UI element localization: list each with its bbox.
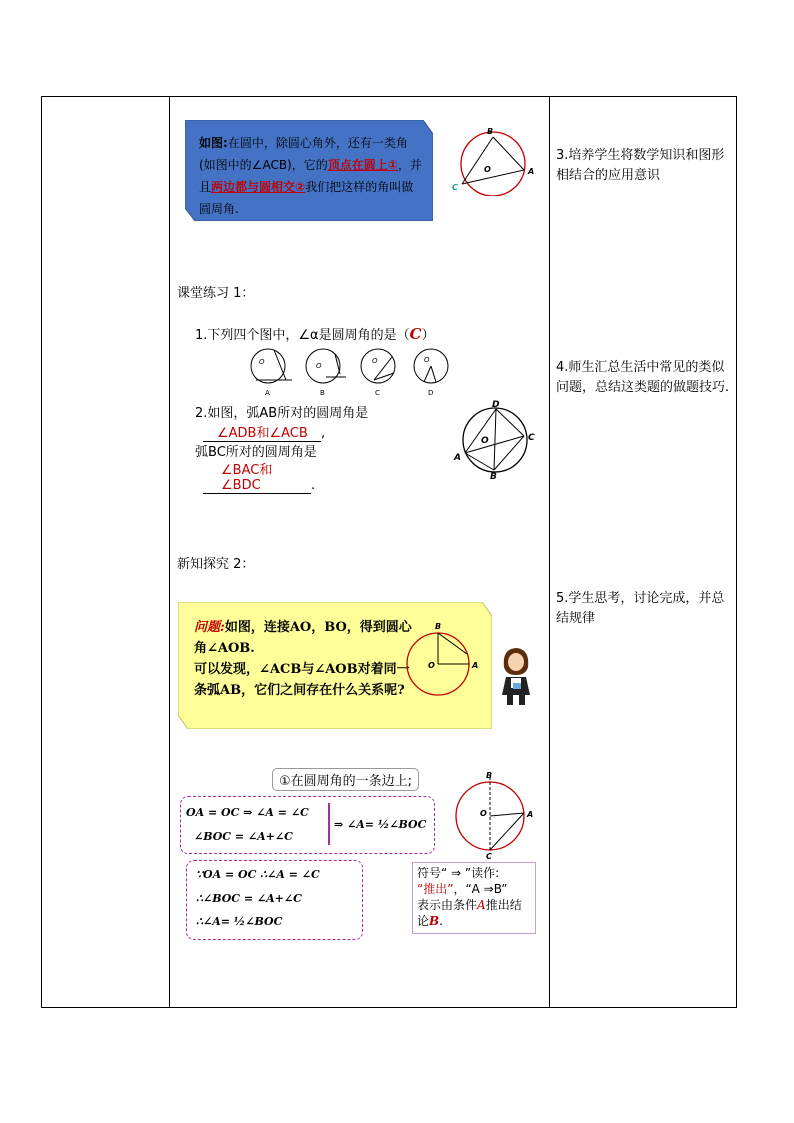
question-2-dot: . [311,478,316,493]
note-3: 3.培养学生将数学知识和图形相结合的应用意识 [556,148,725,183]
lesson-table [41,96,737,1008]
symbol-note-condition: A [477,898,486,912]
option-a-center: O [259,358,265,366]
proof-line-1: ∵OA = OC ∴∠A = ∠C [196,868,320,881]
question-1-text: 1.下列四个图中，∠α是圆周角的是（ [195,328,410,343]
column-divider-1 [169,97,170,1007]
question-2-answer-1-line [203,422,325,442]
question-text-2: 可以发现，∠ACB与∠AOB对着同一条弧AB，它们之间存在什么关系呢? [194,662,410,698]
diameter-case-diagram [454,770,540,860]
question-1-close: ） [421,328,435,343]
case-1-title: ①在圆周角的一条边上; [272,768,419,791]
symbol-note [412,862,536,934]
label-o-quad: O [481,436,489,446]
intro-text-2: ，并且 [199,158,422,194]
symbol-note-line-4: 推出结论 [417,898,522,928]
intro-highlight-2: 两边都与圆相交② [211,180,306,194]
symbol-note-end: . [439,914,443,928]
question-label: 问题: [194,620,225,635]
proof-line-2: ∴∠BOC = ∠A+∠C [196,892,302,905]
label-c-quad: C [528,433,535,443]
label-b-quad: B [490,472,497,480]
symbol-note-conclusion: B [429,914,440,928]
intro-highlight-1: 顶点在圆上① [327,158,398,172]
teacher-illustration [498,645,534,707]
question-2-answer-2-line [203,459,315,494]
intro-callout-text [199,132,423,220]
label-a-diam: A [527,810,534,819]
question-2-comma: , [321,426,326,441]
label-o: O [484,165,491,174]
label-b: B [487,127,494,136]
intro-text-1: 在圆中，除圆心角外，还有一类角(如图中的∠ACB)，它的 [199,136,408,172]
label-a: A [528,167,535,176]
symbol-note-line-3: 表示由条件 [417,898,478,912]
derivation-result: ⇒ ∠A= ½∠BOC [334,818,427,831]
option-label-d: D [428,389,434,397]
derivation-bracket [328,803,330,845]
question-1 [195,324,435,343]
symbol-note-line-2: ，“A ⇒B” [453,882,508,896]
label-b-diam: B [486,771,493,780]
option-label-b: B [320,389,325,397]
intro-text-3: 我们把这样的角叫做圆周角. [199,180,414,216]
option-label-c: C [375,389,380,397]
label-o-central: O [428,661,435,670]
question-2b: 弧BC所对的圆周角是 [195,445,317,460]
symbol-note-line-1: 符号“ ⇒ ”读作: [417,866,500,880]
label-a-central: A [472,661,479,670]
label-c-diam: C [486,852,492,860]
central-angle-diagram [404,616,486,702]
question-2-answer-2: ∠BAC和∠BDC [203,459,311,494]
derivation-line-2: ∠BOC = ∠A+∠C [194,830,293,843]
question-text-1: 如图，连接AO，BO，得到圆心角∠AOB. [194,620,412,656]
label-c: C [452,183,458,192]
explore-title: 新知探究 2： [177,557,255,572]
option-d-center: O [424,356,430,364]
proof-line-3: ∴∠A= ½∠BOC [196,915,283,928]
note-4: 4.师生汇总生活中常见的类似问题，总结这类题的做题技巧. [556,360,730,395]
label-d: D [492,400,500,410]
option-label-a: A [265,389,270,397]
option-c-center: O [372,357,378,365]
question-2-answer-1: ∠ADB和∠ACB [203,422,321,442]
derivation-line-1: OA = OC ⇒ ∠A = ∠C [186,806,309,819]
symbol-note-highlight: “推出” [417,882,454,896]
label-b-central: B [435,622,442,631]
column-divider-2 [549,97,550,1007]
note-5: 5.学生思考，讨论完成，并总结规律 [556,591,725,626]
practice-title: 课堂练习 1： [177,286,255,301]
question-2: 2.如图，弧AB所对的圆周角是 [195,406,369,421]
option-b-center: O [316,362,322,370]
label-a-quad: A [454,453,461,463]
intro-label: 如图: [199,136,228,150]
label-o-diam: O [480,809,487,818]
cyclic-quad-diagram [450,398,540,480]
question-1-answer: C [409,325,422,343]
inscribed-angle-diagram [448,124,548,196]
question-callout-text [194,617,414,701]
options-diagram [246,347,456,399]
